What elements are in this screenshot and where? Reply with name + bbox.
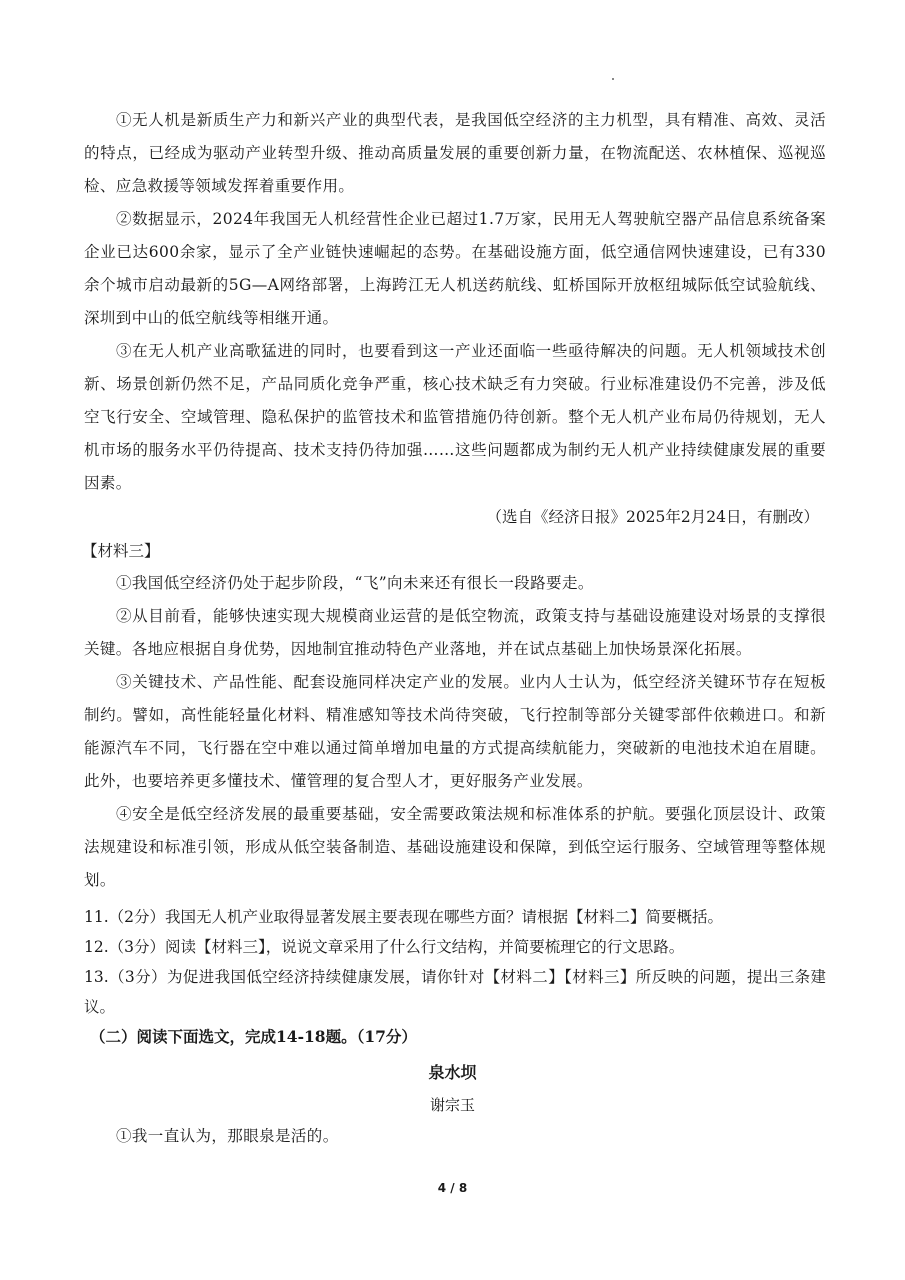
essay-title: 泉水坝: [428, 1063, 477, 1082]
essay-paragraph-1: ①我一直认为，那眼泉是活的。: [116, 1127, 339, 1145]
questions: [84, 902, 826, 1022]
scan-speck: [612, 78, 614, 80]
material3-paragraph-3: ③关键技术、产品性能、配套设施同样决定产业的发展。业内人士认为，低空经济关键环节存在短板制约。譬如，高性能轻量化材料、精准感知等技术尚待突破，飞行控制等部分关键零部件依赖进口。和新能源汽车不同，飞行器在空中难以通过简单增加电量的方式提高续航能力，突破新的电池技术迫在眉睫。此外，也要培养更多懂技术、懂管理的复合型人才，更好服务产业发展。: [84, 673, 826, 790]
essay-author: 谢宗玉: [429, 1096, 475, 1114]
material3-paragraph-4: ④安全是低空经济发展的最重要基础，安全需要政策法规和标准体系的护航。要强化顶层设计、政策法规建设和标准引领，形成从低空装备制造、基础设施建设和保障，到低空运行服务、空域管理等整体规划。: [84, 805, 826, 889]
material3-paragraph-2: ②从目前看，能够快速实现大规模商业运营的是低空物流，政策支持与基础设施建设对场景的支撑很关键。各地应根据自身优势，因地制宜推动特色产业落地，并在试点基础上加快场景深化拓展。: [84, 607, 826, 658]
material3-paragraph-1: ①我国低空经济仍处于起步阶段，“飞”向未来还有很长一段路要走。: [116, 574, 594, 592]
essay-body: [84, 1120, 826, 1153]
question-13: 13.（3分）为促进我国低空经济持续健康发展，请你针对【材料二】【材料三】所反映的问题，提出三条建议。: [84, 968, 826, 1016]
material2-body: [84, 104, 826, 500]
material2-source: （选自《经济日报》2025年2月24日，有删改）: [486, 508, 819, 526]
material3-heading: 【材料三】: [82, 542, 160, 560]
page-number: 4 / 8: [437, 1181, 468, 1195]
material2-paragraph-2: ②数据显示，2024年我国无人机经营性企业已超过1.7万家，民用无人驾驶航空器产品信息系统备案企业已达600余家，显示了全产业链快速崛起的态势。在基础设施方面，低空通信网快速建设，已有330余个城市启动最新的5G—A网络部署，上海跨江无人机送药航线、虹桥国际开放枢纽城际低空试验航线、深圳到中山的低空航线等相继开通。: [84, 210, 826, 327]
material2-paragraph-1: ①无人机是新质生产力和新兴产业的典型代表，是我国低空经济的主力机型，具有精准、高效、灵活的特点，已经成为驱动产业转型升级、推动高质量发展的重要创新力量，在物流配送、农林植保、巡视巡检、应急救援等领域发挥着重要作用。: [84, 111, 826, 195]
question-11: 11.（2分）我国无人机产业取得显著发展主要表现在哪些方面？请根据【材料二】简要概括。: [84, 908, 724, 926]
material2-paragraph-3: ③在无人机产业高歌猛进的同时，也要看到这一产业还面临一些亟待解决的问题。无人机领域技术创新、场景创新仍然不足，产品同质化竞争严重，核心技术缺乏有力突破。行业标准建设仍不完善，涉及低空飞行安全、空域管理、隐私保护的监管技术和监管措施仍待创新。整个无人机产业布局仍待规划，无人机市场的服务水平仍待提高、技术支持仍待加强……这些问题都成为制约无人机产业持续健康发展的重要因素。: [84, 342, 826, 492]
material3-body: [84, 539, 826, 897]
section-2-heading: （二）阅读下面选文，完成14-18题。（17分）: [90, 1027, 417, 1046]
question-12: 12.（3分）阅读【材料三】，说说文章采用了什么行文结构，并简要梳理它的行文思路。: [84, 938, 685, 956]
